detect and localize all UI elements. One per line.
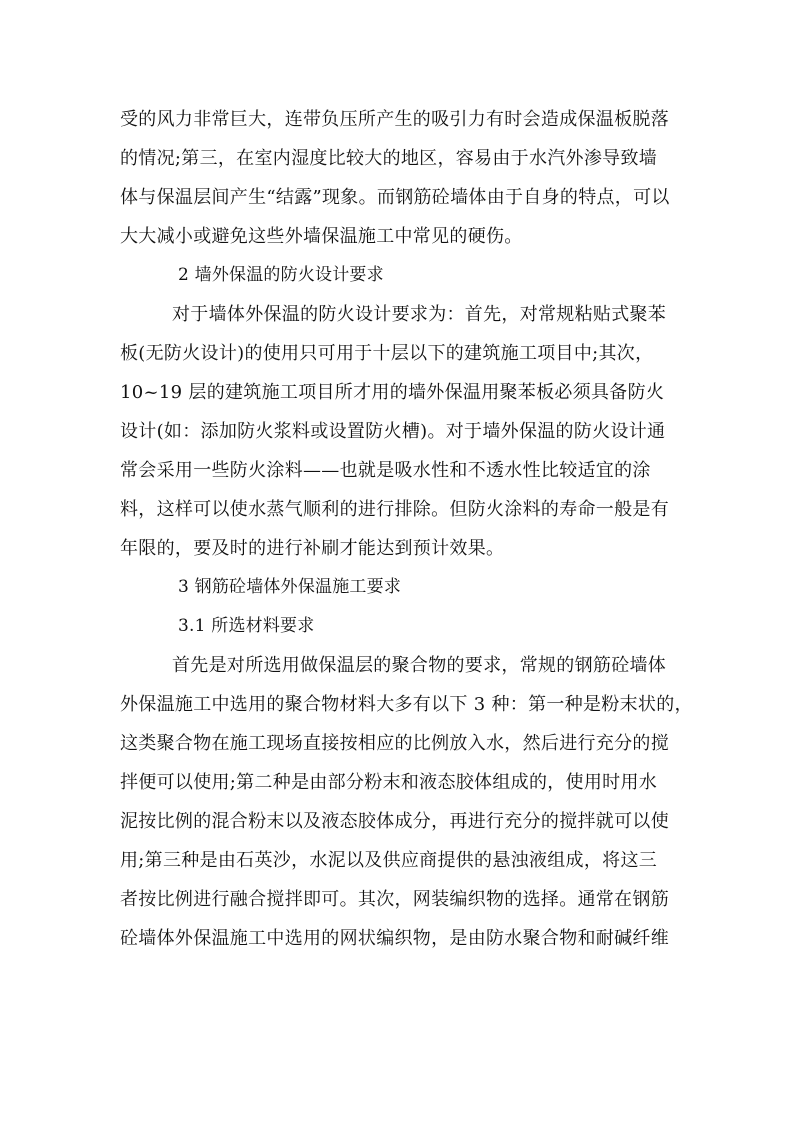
- paragraph-line: 泥按比例的混合粉末以及液态胶体成分，再进行充分的搅拌就可以使: [120, 811, 669, 832]
- paragraph-first-line: 首先是对所选用做保温层的聚合物的要求，常规的钢筋砼墙体: [172, 655, 667, 676]
- paragraph-line: 常会采用一些防火涂料——也就是吸水性和不透水性比较适宜的涂: [120, 460, 651, 481]
- paragraph-line: 料，这样可以使水蒸气顺利的进行排除。但防火涂料的寿命一般是有: [120, 499, 669, 520]
- section-heading: 3 钢筋砼墙体外保温施工要求: [178, 577, 402, 597]
- paragraph-line: 设计(如：添加防火浆料或设置防火槽)。对于墙外保温的防火设计通: [120, 421, 666, 442]
- paragraph-line: 外保温施工中选用的聚合物材料大多有以下 3 种：第一种是粉末状的，: [120, 694, 693, 715]
- subsection-heading: 3.1 所选材料要求: [178, 616, 315, 636]
- paragraph-line: 的情况;第三，在室内湿度比较大的地区，容易由于水汽外渗导致墙: [120, 148, 658, 169]
- paragraph-line: 受的风力非常巨大，连带负压所产生的吸引力有时会造成保温板脱落: [120, 109, 669, 130]
- paragraph-line: 砼墙体外保温施工中选用的网状编织物，是由防水聚合物和耐碱纤维: [120, 928, 669, 949]
- paragraph-line: 这类聚合物在施工现场直接按相应的比例放入水，然后进行充分的搅: [120, 733, 669, 754]
- paragraph-first-line: 对于墙体外保温的防火设计要求为：首先，对常规粘贴式聚苯: [172, 304, 667, 325]
- paragraph-line: 体与保温层间产生“结露”现象。而钢筋砼墙体由于自身的特点，可以: [120, 187, 670, 208]
- document-content: [120, 100, 693, 958]
- paragraph-line: 者按比例进行融合搅拌即可。其次，网装编织物的选择。通常在钢筋: [120, 889, 669, 910]
- paragraph-line: 拌便可以使用;第二种是由部分粉末和液态胶体组成的，使用时用水: [120, 772, 658, 793]
- paragraph-line: 10~19 层的建筑施工项目所才用的墙外保温用聚苯板必须具备防火: [120, 382, 665, 403]
- paragraph-line: 大大减小或避免这些外墙保温施工中常见的硬伤。: [120, 226, 523, 247]
- paragraph-line: 年限的，要及时的进行补刷才能达到预计效果。: [120, 538, 505, 559]
- paragraph-line: 板(无防火设计)的使用只可用于十层以下的建筑施工项目中;其次，: [120, 343, 654, 364]
- section-heading: 2 墙外保温的防火设计要求: [178, 265, 384, 285]
- paragraph-line: 用;第三种是由石英沙，水泥以及供应商提供的悬浊液组成，将这三: [120, 850, 658, 871]
